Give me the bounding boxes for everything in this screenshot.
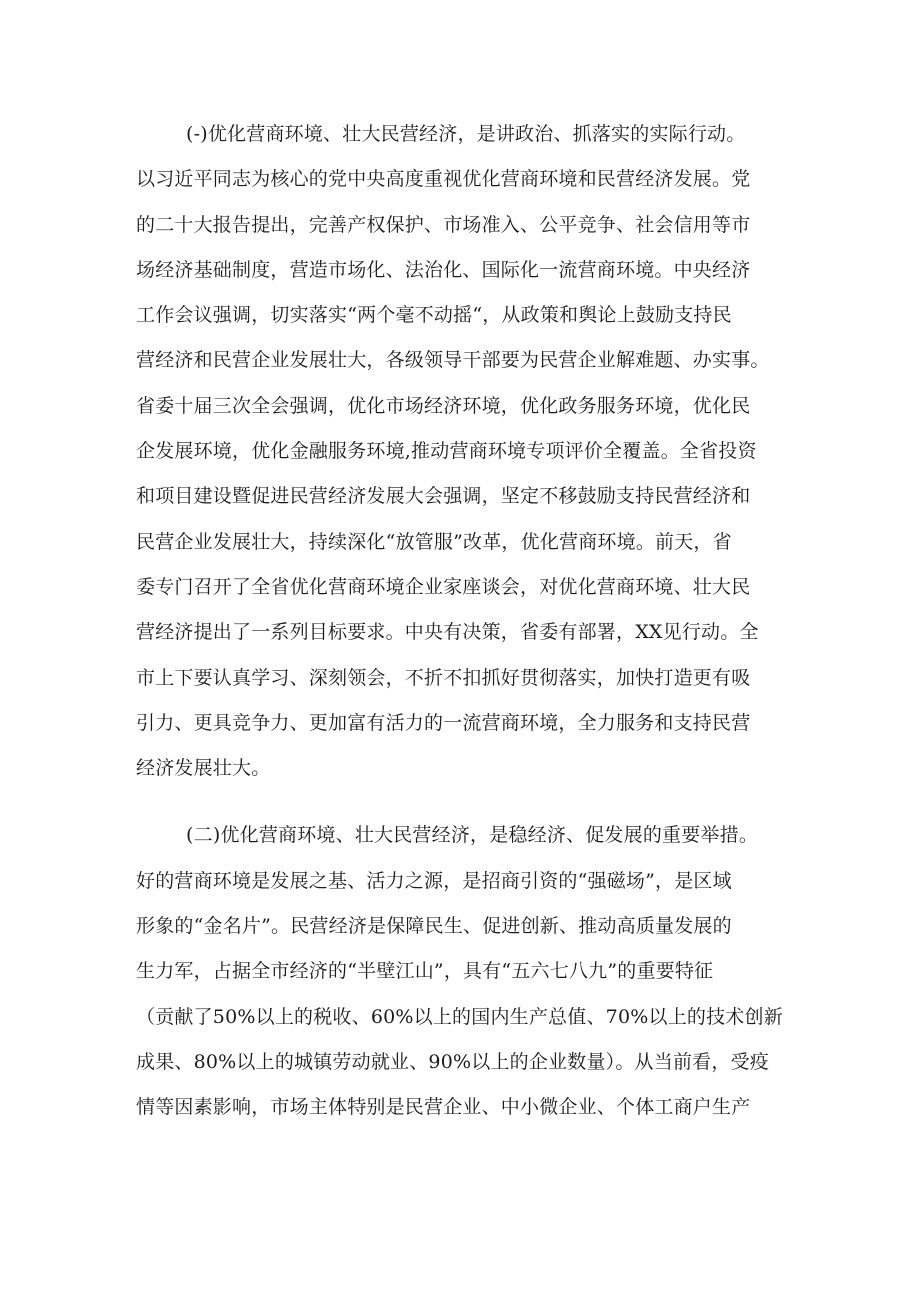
paragraph-line: 和项目建设暨促进民营经济发展大会强调，坚定不移鼓励支持民营经济和 [136,485,751,508]
paragraph-line: 生力军，占据全市经济的“半壁江山”，具有“五六七八九”的重要特征 [136,960,714,983]
paragraph-1 [136,112,790,791]
paragraph-2 [136,813,790,1130]
paragraph-line: 省委十届三次全会强调，优化市场经济环境，优化政务服务环境，优化民 [136,394,751,417]
document-body [136,112,790,1131]
paragraph-line: (二)优化营商环境、壮大民营经济，是稳经济、促发展的重要举措。 [186,824,759,847]
paragraph-line: 民营企业发展壮大，持续深化“放管服”改革，优化营商环境。前天，省 [136,530,732,553]
paragraph-line: 企发展环境，优化金融服务环境,推动营商环境专项评价全覆盖。全省投资 [136,440,757,463]
paragraph-line: 成果、80%以上的城镇劳动就业、90%以上的企业数量）。从当前看，受疫 [136,1050,769,1073]
paragraph-line: 形象的“金名片”。民营经济是保障民生、促进创新、推动高质量发展的 [136,915,732,938]
paragraph-line: 场经济基础制度，营造市场化、法治化、国际化一流营商环境。中央经济 [136,258,751,281]
paragraph-line: 好的营商环境是发展之基、活力之源，是招商引资的“强磁场”，是区域 [136,869,732,892]
paragraph-line: 情等因素影响，市场主体特别是民营企业、中小微企业、个体工商户生产 [136,1096,751,1119]
paragraph-line: (-)优化营商环境、壮大民营经济，是讲政治、抓落实的实际行动。 [186,123,746,145]
paragraph-line: 以习近平同志为核心的党中央高度重视优化营商环境和民营经济发展。党 [136,168,751,191]
paragraph-line: （贡献了50%以上的税收、60%以上的国内生产总值、70%以上的技术创新 [136,1005,783,1028]
paragraph-line: 委专门召开了全省优化营商环境企业家座谈会，对优化营商环境、壮大民 [136,575,751,598]
paragraph-line: 工作会议强调，切实落实“两个毫不动摇“，从政策和舆论上鼓励支持民 [136,304,732,327]
paragraph-line: 经济发展壮大。 [136,757,271,780]
paragraph-line: 引力、更具竞争力、更加富有活力的一流营商环境，全力服务和支持民营 [136,711,751,734]
paragraph-line: 营经济和民营企业发展壮大，各级领导干部要为民营企业解难题、办实事。 [136,349,770,372]
paragraph-line: 的二十大报告提出，完善产权保护、市场准入、公平竞争、社会信用等市 [136,213,751,236]
paragraph-line: 市上下要认真学习、深刻领会，不折不扣抓好贯彻落实，加快打造更有吸 [136,666,751,689]
paragraph-spacer [136,791,790,813]
paragraph-line: 营经济提出了一系列目标要求。中央有决策，省委有部署，XX见行动。全 [136,621,759,644]
